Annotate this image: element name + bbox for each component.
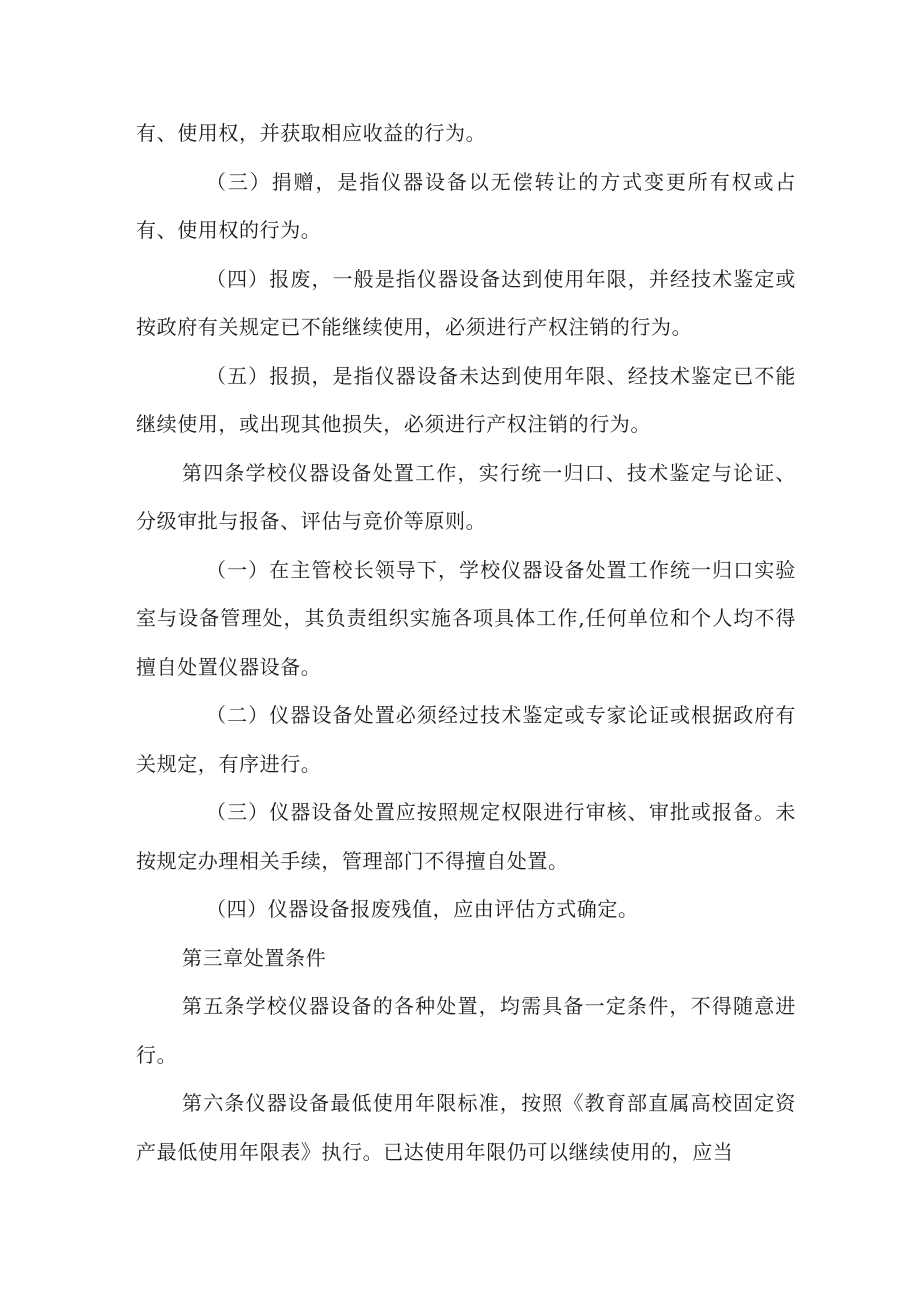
paragraph-continuation: 有、使用权，并获取相应收益的行为。: [136, 121, 487, 145]
paragraph-article-4-item-3: （三）仪器设备处置应按照规定权限进行审核、审批或报备。未按规定办理相关手续，管理部门不得擅自处置。: [136, 800, 796, 873]
paragraph-item-loss: （五）报损，是指仪器设备未达到使用年限、经技术鉴定已不能继续使用，或出现其他损失，必须进行产权注销的行为。: [136, 363, 796, 436]
paragraph-item-scrap: （四）报废，一般是指仪器设备达到使用年限，并经技术鉴定或按政府有关规定已不能继续使用，必须进行产权注销的行为。: [136, 266, 796, 339]
paragraph-article-5: 第五条学校仪器设备的各种处置，均需具备一定条件，不得随意进行。: [136, 994, 796, 1067]
chapter-heading: 第三章处置条件: [182, 945, 327, 970]
paragraph-article-4: 第四条学校仪器设备处置工作，实行统一归口、技术鉴定与论证、分级审批与报备、评估与竞价等原则。: [136, 460, 796, 533]
paragraph-article-4-item-1: （一）在主管校长领导下，学校仪器设备处置工作统一归口实验室与设备管理处，其负责组织实施各项具体工作,任何单位和个人均不得擅自处置仪器设备。: [136, 557, 796, 679]
paragraph-article-6: 第六条仪器设备最低使用年限标准，按照《教育部直属高校固定资产最低使用年限表》执行。已达使用年限仍可以继续使用的，应当: [136, 1091, 796, 1164]
paragraph-item-donation: （三）捐赠，是指仪器设备以无偿转让的方式变更所有权或占有、使用权的行为。: [136, 169, 796, 242]
document-body: [136, 109, 796, 1176]
paragraph-article-4-item-4: （四）仪器设备报废残值，应由评估方式确定。: [206, 897, 639, 921]
paragraph-article-4-item-2: （二）仪器设备处置必须经过技术鉴定或专家论证或根据政府有关规定，有序进行。: [136, 703, 796, 776]
